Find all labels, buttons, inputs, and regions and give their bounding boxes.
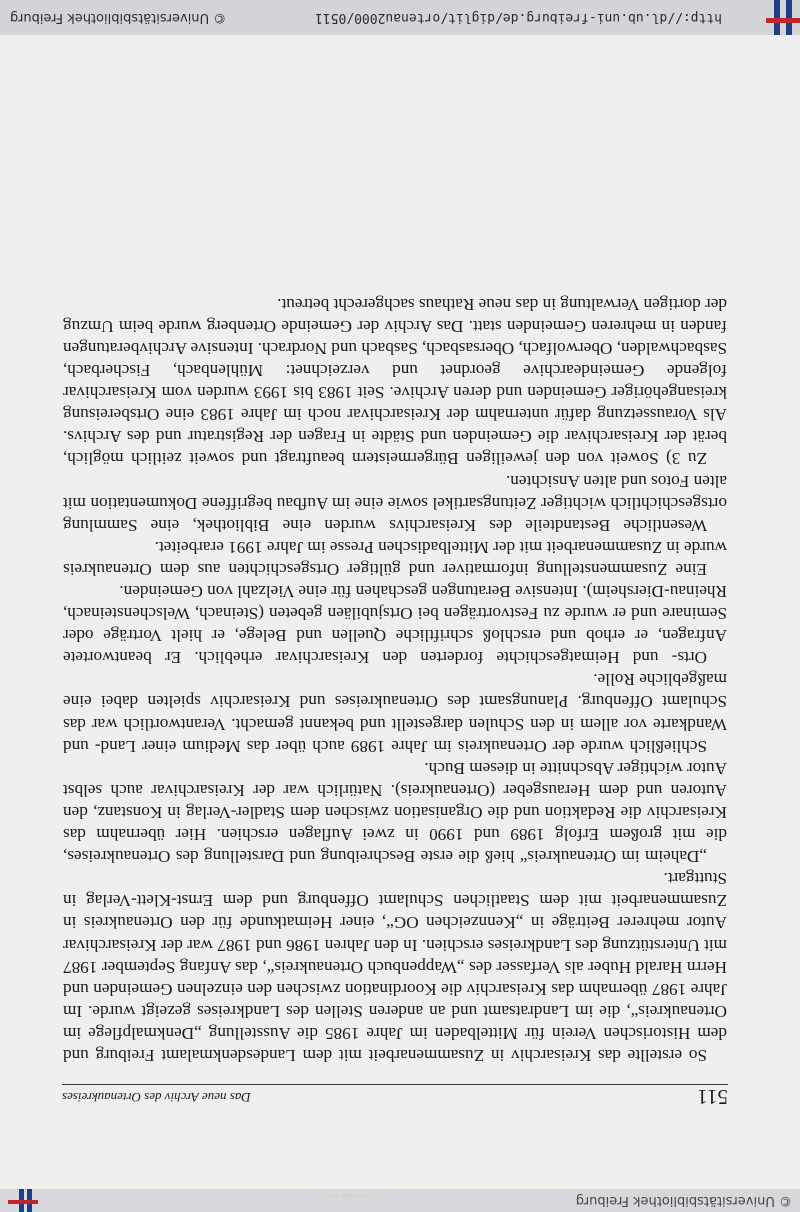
paragraph: Orts- und Heimatgeschichte forderten den Kreisarchivar erheblich. Er beantwortete Anfragen, er erhob und erschloß schriftliche Quellen und Belege, er hielt Vorträge oder Seminare und er wurde zu Festvorträgen bei Ortsjubiläen gebeten (Steinach, Welschensteinach, Rheinau-Diersheim). Intensive Beratungen geschahen für eine Vielzahl von Gemeinden. [63, 582, 727, 668]
body-text [63, 293, 727, 1066]
permalink-url[interactable]: http://dl.ub.uni-freiburg.de/diglit/ortenau2000/0511 [315, 10, 722, 25]
paragraph: Zu 3) Soweit von den jeweiligen Bürgermeistern beauftragt und soweit zeitlich möglich, berät der Kreisarchivar die Gemeinden und Städte in Fragen der Registratur und des Archivs. Als Voraussetzung dafür unternahm der Kreisarchivar noch im Jahre 1983 eine Ortsbereisung kreisangehöriger Gemeinden und deren Archive. Seit 1983 bis 1993 wurden vom Kreisarchivar folgende Gemeindearchive geordnet und verzeichnet: Mühlenbach, Fischerbach, Sasbachwalden, Oberwolfach, Obersasbach, Sasbach und Nordrach. Intensive Archivberatungen fanden in mehreren Gemeinden statt. Das Archiv der Gemeinde Ortenberg wurde beim Umzug der dortigen Verwaltung in das neue Rathaus sachgerecht betreut. [63, 294, 727, 469]
running-header [62, 1084, 728, 1107]
bleed-through-marks: ~ ~~ ~ [330, 1186, 370, 1202]
paragraph: Eine Zusammenstellung informativer und gültiger Ortsgeschichten aus dem Ortenaukreis wurde in Zusammenarbeit mit der Mittelbadischen Presse im Jahre 1991 erarbeitet. [63, 537, 727, 579]
paragraph: So erstellte das Kreisarchiv in Zusammenarbeit mit dem Landesdenkmalamt Freiburg und dem Historischen Verein für Mittelbaden im Jahre 1985 die Ausstellung „Denkmalpflege im Ortenaukreis“, die im Landratsamt und an anderen Stellen des Landkreises gezeigt wurde. Im Jahre 1987 übernahm das Kreisarchiv die Koordination zwischen den einzelnen Gemeinden und Herrn Harald Huber als Verfasser des „Wappenbuch Ortenaukreis“, das Anfang September 1987 mit Unterstützung des Landkreises erschien. In den Jahren 1986 und 1987 war der Kreisarchivar Autor mehrerer Beiträge in „Kennzeichen OG“, einer Heimatkunde für den Ortenaukreis in Zusammenarbeit mit dem Staatlichen Schulamt Offenburg und dem Ernst-Klett-Verlag in Stuttgart. [63, 869, 727, 1065]
library-credit: © Universitätsbibliothek Freiburg [575, 1193, 792, 1208]
viewer-bottom-bar [0, 0, 800, 35]
university-logo-icon [752, 0, 800, 35]
library-logo-icon [8, 1189, 38, 1212]
paragraph: Schließlich wurde der Ortenaukreis im Jahre 1989 auch über das Medium einer Land- und Wandkarte vor allem in den Schulen dargestellt und bekannt gemacht. Verantwortlich war das Schulamt Offenburg. Planungsamt des Ortenaukreises und Kreisarchiv spielten dabei eine maßgebliche Rolle. [63, 670, 727, 756]
viewer-top-bar [0, 1189, 800, 1212]
page-number: 511 [697, 1085, 728, 1109]
copyright-notice: © Universitätsbibliothek Freiburg [10, 10, 227, 25]
paragraph: Wesentliche Bestandteile des Kreisarchivs wurden eine Bibliothek, eine Sammlung ortsgeschichtlich wichtiger Zeitungsartikel sowie eine im Aufbau begriffene Dokumentation mit alten Fotos und alten Ansichten. [63, 471, 727, 535]
running-title: Das neue Archiv des Ortenaukreises [62, 1090, 251, 1105]
paragraph: „Daheim im Ortenaukreis“ hieß die erste Beschreibung und Darstellung des Ortenaukreises, die mit großem Erfolg 1989 und 1990 in zwei Auflagen erschien. Hier übernahm das Kreisarchiv die Redaktion und die Organisation zwischen dem Stadler-Verlag in Konstanz, den Autoren und dem Herausgeber (Ortenaukreis). Natürlich war der Kreisarchivar auch selbst Autor wichtiger Abschnitte in diesem Buch. [63, 758, 727, 867]
